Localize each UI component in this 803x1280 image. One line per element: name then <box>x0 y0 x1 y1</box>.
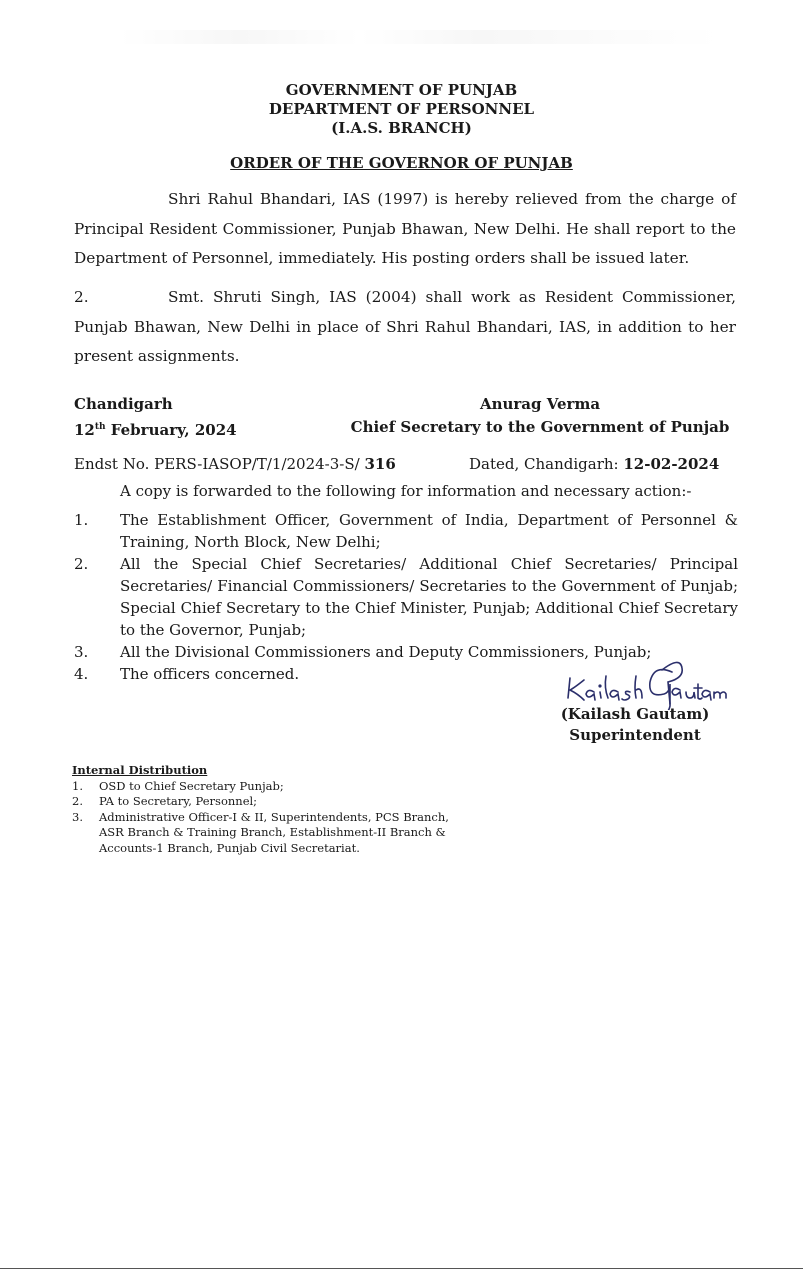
order-date: 12th February, 2024 <box>74 421 237 439</box>
forward-text: A copy is forwarded to the following for information and necessary action:- <box>120 482 692 500</box>
list-item: 3. All the Divisional Commissioners and Deputy Commissioners, Punjab; <box>74 643 652 661</box>
endorsement-number: 316 <box>364 455 396 473</box>
place-date-block <box>74 393 237 442</box>
endorsement-line <box>74 455 720 473</box>
signatory-name: Anurag Verma <box>479 395 601 413</box>
list-item: 4. The officers concerned. <box>74 665 300 683</box>
paragraph-2-text: Smt. Shruti Singh, IAS (2004) shall work as Resident Commissioner, Punjab Bhawan, New Delhi in place of Shri Rahul Bhandari, IAS, in addition to her present assignments. <box>74 288 736 365</box>
internal-distribution-title: Internal Distribution <box>72 763 208 777</box>
list-item: 1. The Establishment Officer, Government of India, Department of Personnel & Training, North Block, New Delhi; <box>74 511 738 551</box>
list-item: 2. PA to Secretary, Personnel; <box>72 794 258 808</box>
chief-secretary-signatory <box>340 393 740 439</box>
document-header <box>0 81 803 138</box>
paragraph-2 <box>74 283 736 372</box>
internal-distribution <box>72 763 449 856</box>
handwritten-signature <box>560 650 730 710</box>
list-item: ASR Branch & Training Branch, Establishment-II Branch & <box>99 825 446 839</box>
paragraph-2-number: 2. <box>74 288 89 306</box>
place: Chandigarh <box>74 395 173 413</box>
paragraph-1 <box>74 185 736 274</box>
header-department: DEPARTMENT OF PERSONNEL <box>268 100 535 118</box>
endorsement-label: Endst No. PERS-IASOP/T/1/2024-3-S/ <box>74 455 365 473</box>
list-item: Accounts-1 Branch, Punjab Civil Secretariat. <box>99 840 360 855</box>
endorsement-dated: Dated, Chandigarh: 12-02-2024 <box>469 455 720 473</box>
signatory-designation: Chief Secretary to the Government of Punjab <box>350 418 730 436</box>
order-title: ORDER OF THE GOVERNOR OF PUNJAB <box>230 154 573 172</box>
header-branch: (I.A.S. BRANCH) <box>331 119 472 137</box>
header-government: GOVERNMENT OF PUNJAB <box>285 81 518 99</box>
scan-edge-line <box>0 1268 803 1269</box>
faint-bleedthrough <box>120 30 720 44</box>
list-item: 1. OSD to Chief Secretary Punjab; <box>72 778 284 793</box>
superintendent-signatory <box>560 704 710 746</box>
superintendent-name: (Kailash Gautam) <box>560 705 710 723</box>
list-item: 3. Administrative Officer-I & II, Superintendents, PCS Branch, <box>72 809 449 824</box>
superintendent-designation: Superintendent <box>569 726 701 744</box>
list-item: 2. All the Special Chief Secretaries/ Additional Chief Secretaries/ Principal Secretaries/ Financial Commissioners/ Secretaries to the Government of Punjab; Special Chief Secretary to the Chief Minister, Punjab; Additional Chief Secretary to the Governor, Punjab; <box>74 555 738 639</box>
paragraph-1-text: Shri Rahul Bhandari, IAS (1997) is hereby relieved from the charge of Principal Resident Commissioner, Punjab Bhawan, New Delhi. He shall report to the Department of Personnel, immediately. His posting orders shall be issued later. <box>74 190 736 267</box>
